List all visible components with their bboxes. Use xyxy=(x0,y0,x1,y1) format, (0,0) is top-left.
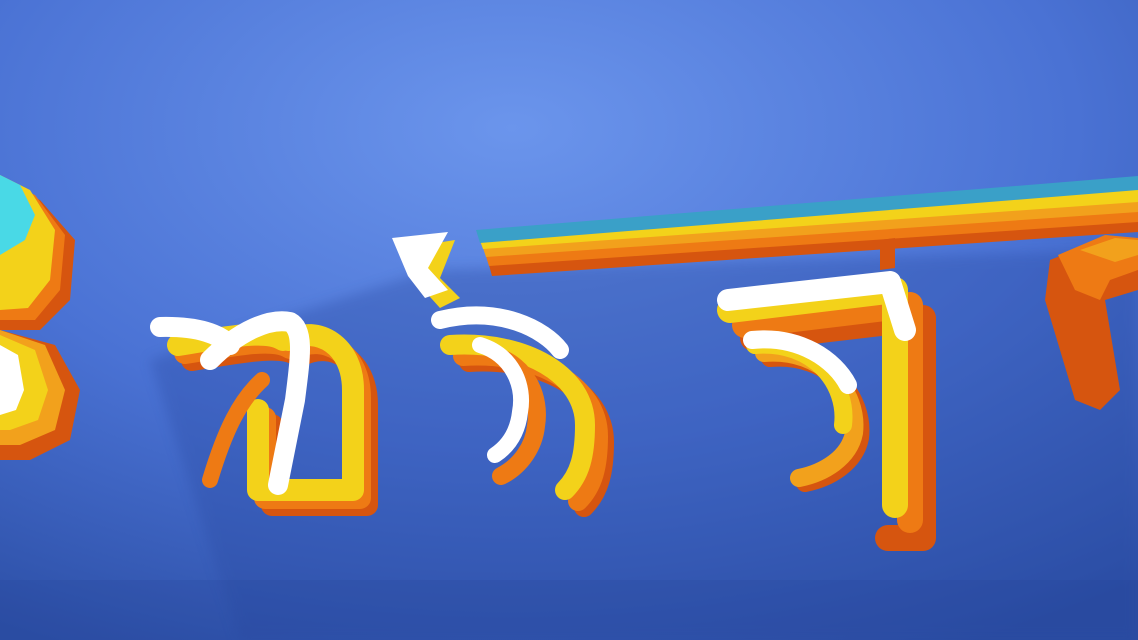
vignette-bottom xyxy=(0,580,1138,640)
